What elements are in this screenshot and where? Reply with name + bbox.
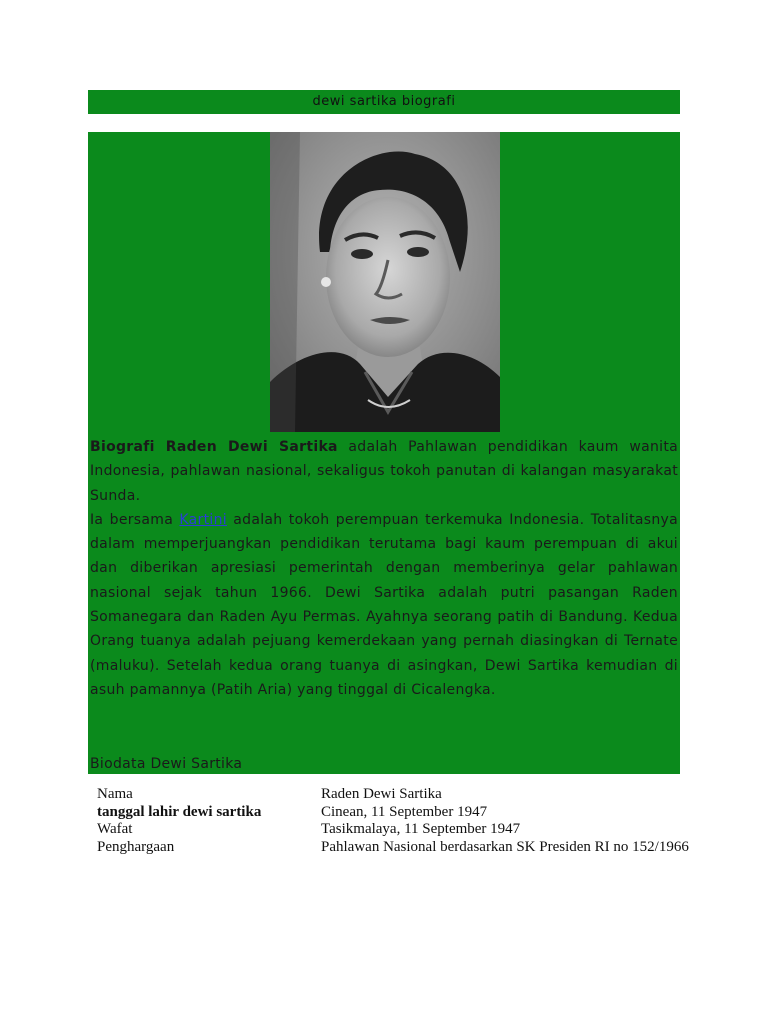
bio-p2-rest: adalah tokoh perempuan terkemuka Indonesia. Totalitasnya dalam memperjuangkan pendidikan terutama bagi kaum perempuan di akui dan diberikan apresiasi pemerintah dengan memberinya gelar pahlawan nasional sejak tahun 1966. Dewi Sartika adalah putri pasangan Raden Somanegara dan Raden Ayu Permas. Ayahnya seorang patih di Bandung. Kedua Orang tuanya adalah pejuang kemerdekaan yang pernah diasingkan di Ternate (maluku). Setelah kedua orang tuanya di asingkan, Dewi Sartika kemudian di asuh pamannya (Patih Aria) yang tinggal di Cicalengka. <box>90 511 678 698</box>
biodata-row <box>97 821 689 839</box>
biodata-row <box>97 786 689 804</box>
biodata-label: Nama <box>97 786 133 802</box>
biography-panel <box>88 132 680 774</box>
biodata-value: Raden Dewi Sartika <box>321 786 442 802</box>
biodata-value: Cinean, 11 September 1947 <box>321 803 488 820</box>
biodata-label: tanggal lahir dewi sartika <box>97 803 262 820</box>
biodata-row <box>97 839 689 857</box>
kartini-link[interactable]: Kartini <box>179 511 227 528</box>
biodata-heading: Biodata Dewi Sartika <box>90 756 243 772</box>
bio-p2-start: Ia bersama <box>90 511 180 528</box>
biography-text <box>90 435 678 702</box>
biodata-row <box>97 804 689 822</box>
biodata-label: Wafat <box>97 821 133 837</box>
biodata-label: Penghargaan <box>97 838 175 855</box>
bio-paragraph-1 <box>90 435 678 508</box>
page-title: dewi sartika biografi <box>88 90 680 114</box>
portrait-photo <box>270 132 500 432</box>
biodata-value: Tasikmalaya, 11 September 1947 <box>321 821 521 837</box>
bio-paragraph-2 <box>90 508 678 702</box>
bio-lead-rest: adalah Pahlawan pendidikan kaum wanita Indonesia, pahlawan nasional, sekaligus tokoh panutan di kalangan masyarakat Sunda. <box>90 439 678 504</box>
biodata-table <box>97 786 689 856</box>
biodata-value: Pahlawan Nasional berdasarkan SK Presiden RI no 152/1966 <box>321 838 689 855</box>
bio-lead-bold: Biografi Raden Dewi Sartika <box>90 439 338 455</box>
